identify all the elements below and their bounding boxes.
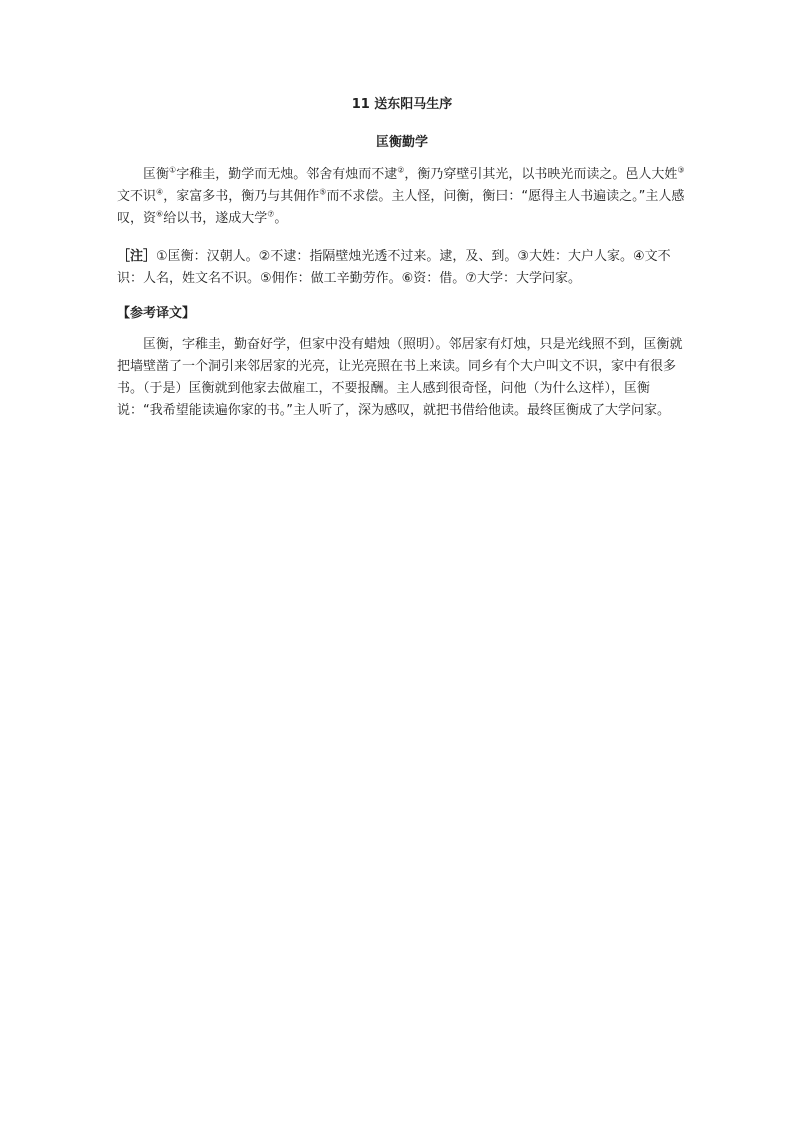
annotations xyxy=(117,246,687,290)
notes-text: ①匡衡：汉朝人。②不逮：指隔壁烛光透不过来。逮，及、到。③大姓：大户人家。④文不识：人名，姓文名不识。⑤佣作：做工辛勤劳作。⑥资：借。⑦大学：大学问家。 xyxy=(117,249,671,286)
lesson-title: 11 送东阳马生序 xyxy=(351,97,453,112)
footnote-mark-5: ⑤ xyxy=(319,187,327,197)
footnote-mark-1: ① xyxy=(169,165,177,175)
reference-translation-text: 匡衡，字稚圭，勤奋好学，但家中没有蜡烛（照明）。邻居家有灯烛，只是光线照不到，匡衡就把墙壁凿了一个洞引来邻居家的光亮，让光亮照在书上来读。同乡有个大户叫文不识，家中有很多书。（于是）匡衡就到他家去做雇工，不要报酬。主人感到很奇怪，问他（为什么这样），匡衡说：“我希望能读遍你家的书。”主人听了，深为感叹，就把书借给他读。最终匡衡成了大学问家。 xyxy=(117,337,683,418)
passage-text: 给以书，遂成大学 xyxy=(163,211,268,226)
footnote-mark-3: ③ xyxy=(677,165,685,175)
reference-translation-heading: 【参考译文】 xyxy=(117,306,196,321)
passage-text: 而不求偿。主人怪，问衡，衡曰：“愿得主人书遍读之。”主人感叹，资 xyxy=(117,189,685,226)
passage-text: ，家富多书，衡乃与其佣作 xyxy=(163,189,320,204)
passage-text: 匡衡 xyxy=(143,167,170,182)
footnote-mark-7: ⑦ xyxy=(267,209,275,219)
passage-text: ，衡乃穿壁引其光，以书映光而读之。邑人大姓 xyxy=(404,167,678,182)
footnote-mark-2: ② xyxy=(397,165,405,175)
classical-passage xyxy=(117,164,687,230)
footnote-mark-4: ④ xyxy=(156,187,164,197)
passage-text: 文不识 xyxy=(117,189,157,204)
passage-text: 字稚圭，勤学而无烛。邻舍有烛而不逮 xyxy=(176,167,398,182)
document-page xyxy=(117,96,687,422)
passage-title: 匡衡勤学 xyxy=(375,135,428,150)
footnote-mark-6: ⑥ xyxy=(156,209,164,219)
passage-text: 。 xyxy=(274,211,288,226)
notes-label: ［注］ xyxy=(117,249,157,264)
